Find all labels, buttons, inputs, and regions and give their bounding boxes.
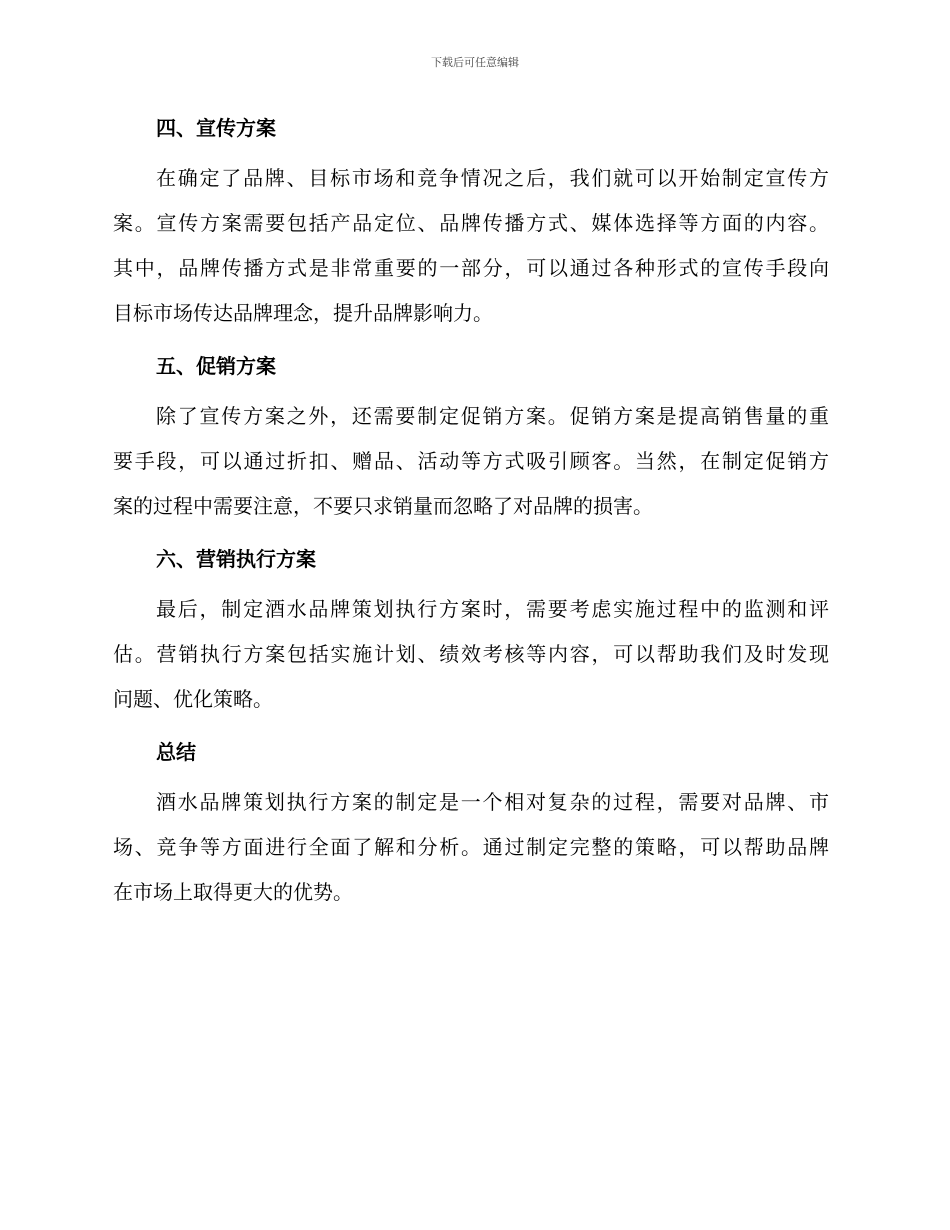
paragraph	[113, 587, 829, 722]
paragraph-line: 案的过程中需要注意，不要只求销量而忽略了对品牌的损害。	[113, 494, 653, 518]
paragraph-line: 其中，品牌传播方式是非常重要的一部分，可以通过各种形式的宣传手段向	[113, 256, 829, 280]
paragraph-line: 问题、优化策略。	[113, 687, 273, 711]
paragraph-line: 最后，制定酒水品牌策划执行方案时，需要考虑实施过程中的监测和评	[156, 597, 829, 621]
paragraph	[113, 156, 829, 336]
paragraph-line: 除了宣传方案之外，还需要制定促销方案。促销方案是提高销售量的重	[156, 404, 829, 428]
section-sales-promotion-plan	[113, 348, 829, 529]
paragraph-line: 酒水品牌策划执行方案的制定是一个相对复杂的过程，需要对品牌、市	[156, 790, 829, 814]
page-header: 下载后可任意编辑	[431, 56, 519, 69]
paragraph-line: 估。营销执行方案包括实施计划、绩效考核等内容，可以帮助我们及时发现	[113, 642, 829, 666]
paragraph	[113, 394, 829, 529]
paragraph-line: 在市场上取得更大的优势。	[113, 880, 353, 904]
section-heading: 六、营销执行方案	[156, 547, 316, 571]
section-promotion-plan	[113, 110, 829, 336]
document-body	[113, 110, 829, 927]
paragraph-line: 在确定了品牌、目标市场和竞争情况之后，我们就可以开始制定宣传方	[156, 166, 829, 190]
paragraph-line: 目标市场传达品牌理念，提升品牌影响力。	[113, 301, 493, 325]
section-heading: 五、促销方案	[156, 354, 276, 378]
paragraph	[113, 780, 829, 915]
paragraph-line: 要手段，可以通过折扣、赠品、活动等方式吸引顾客。当然，在制定促销方	[113, 449, 829, 473]
paragraph-line: 场、竞争等方面进行全面了解和分析。通过制定完整的策略，可以帮助品牌	[113, 835, 829, 859]
section-marketing-execution-plan	[113, 541, 829, 722]
paragraph-line: 案。宣传方案需要包括产品定位、品牌传播方式、媒体选择等方面的内容。	[113, 211, 829, 235]
section-summary	[113, 734, 829, 915]
section-heading: 总结	[156, 740, 196, 764]
section-heading: 四、宣传方案	[156, 116, 276, 140]
